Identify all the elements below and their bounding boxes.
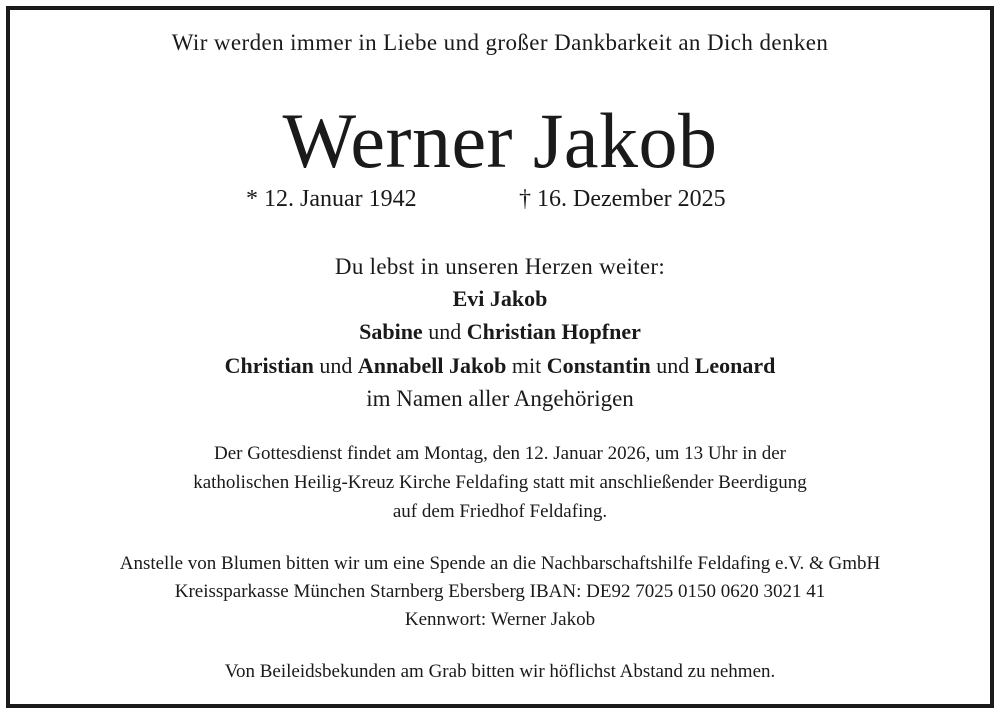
family-name: Leonard (694, 353, 776, 378)
motto-text: Wir werden immer in Liebe und großer Dankbarkeit an Dich denken (171, 30, 829, 55)
intro-text: Du lebst in unseren Herzen weiter: (334, 254, 666, 279)
closing-text: Von Beileidsbekunden am Grab bitten wir höflichst Abstand zu nehmen. (224, 661, 776, 682)
donation-line-2: Kreissparkasse München Starnberg Ebersberg IBAN: DE92 7025 0150 0620 3021 41 (174, 581, 826, 602)
donation-line-3: Kennwort: Werner Jakob (404, 609, 596, 630)
family-line-4: im Namen aller Angehörigen (366, 386, 634, 411)
donation-line-1: Anstelle von Blumen bitten wir um eine Spende an die Nachbarschaftshilfe Feldafing e.V. & GmbH (119, 553, 881, 574)
family-name: Christian Hopfner (466, 319, 641, 344)
service-line-3: auf dem Friedhof Feldafing. (392, 501, 608, 522)
service-line-1: Der Gottesdienst findet am Montag, den 12. Januar 2026, um 13 Uhr in der (214, 443, 786, 464)
birth-date: * 12. Januar 1942 (246, 186, 417, 212)
conjunction: und (428, 319, 462, 344)
family-name: Annabell Jakob (357, 353, 507, 378)
family-name: Sabine (359, 319, 423, 344)
family-name: Christian (224, 353, 314, 378)
family-name: Evi Jakob (452, 286, 548, 311)
conjunction: mit (511, 353, 542, 378)
service-line-2: katholischen Heilig-Kreuz Kirche Feldafing statt mit anschließender Beerdigung (193, 472, 807, 493)
family-line-1 (0, 286, 1000, 312)
family-name: Constantin (546, 353, 651, 378)
conjunction: und (319, 353, 353, 378)
family-line-3 (0, 353, 1000, 379)
deceased-name: Werner Jakob (282, 97, 718, 184)
death-date: † 16. Dezember 2025 (519, 186, 726, 212)
conjunction: und (656, 353, 690, 378)
family-line-2 (0, 319, 1000, 345)
